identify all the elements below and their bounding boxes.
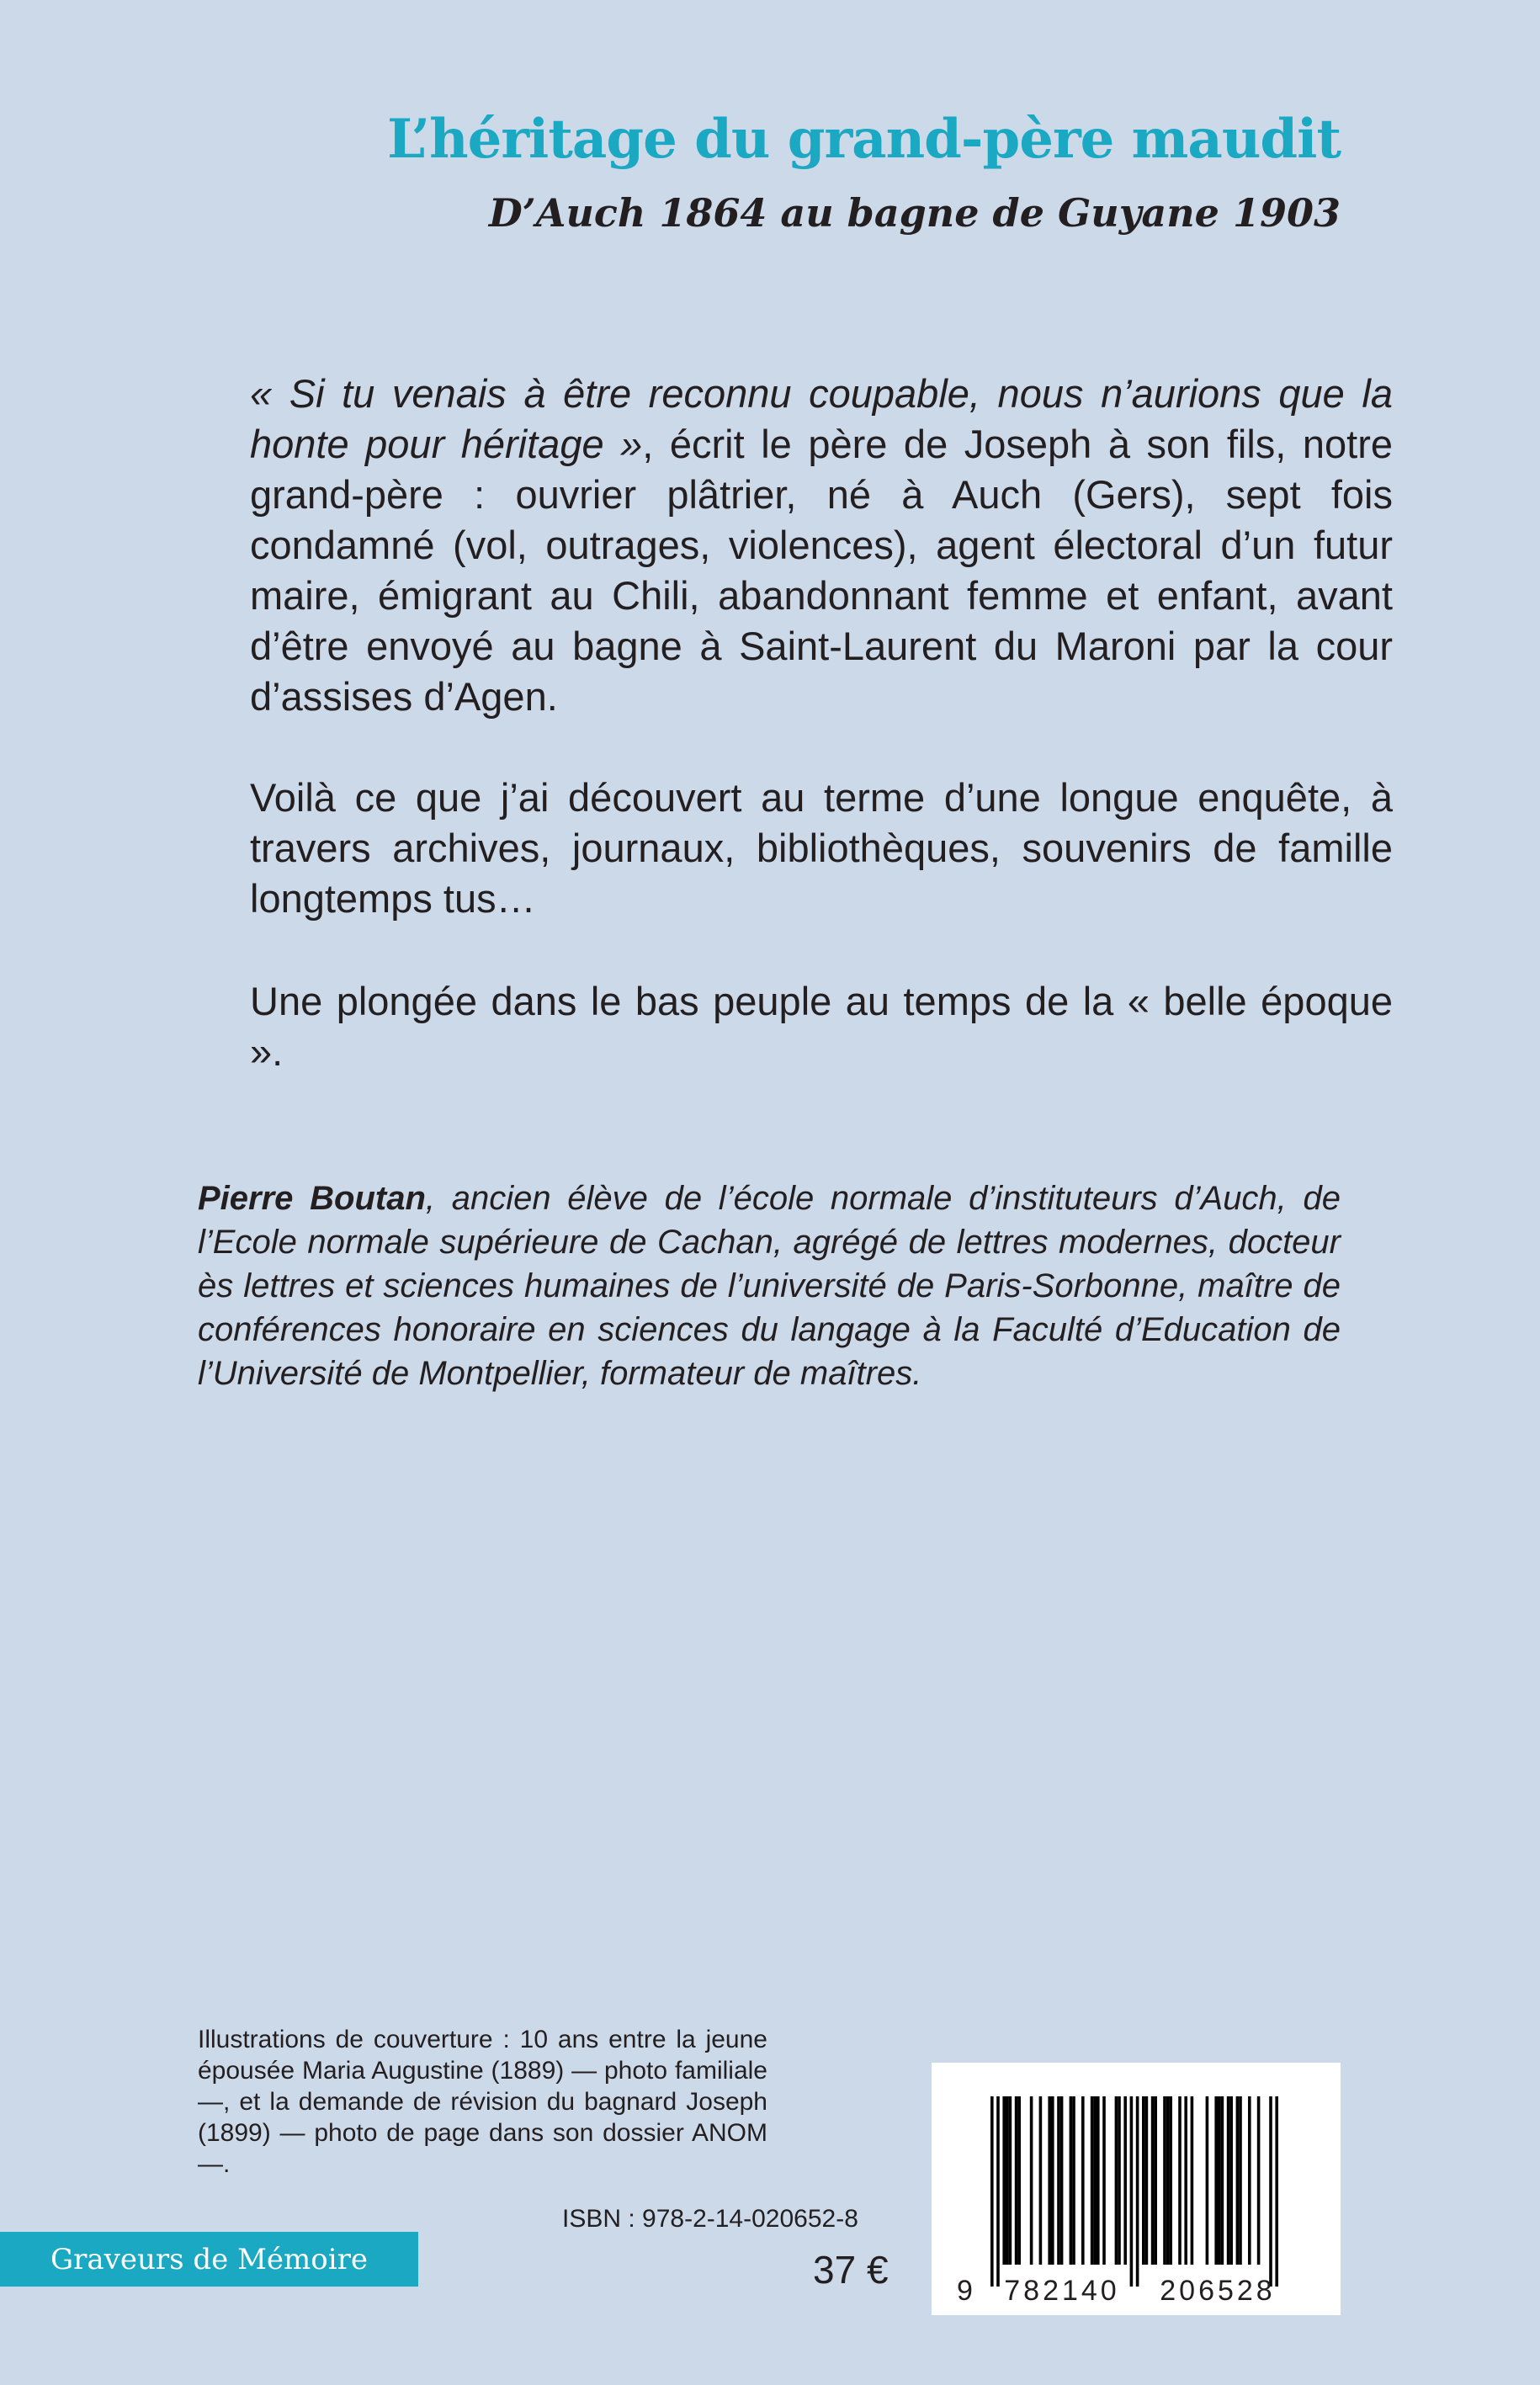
barcode-bar [1123, 2096, 1127, 2265]
barcode-bar [1145, 2096, 1149, 2265]
barcode-digits-left: 782140 [1004, 2275, 1120, 2307]
barcode-bar [1214, 2096, 1218, 2265]
barcode-bar [1115, 2096, 1118, 2265]
isbn: ISBN : 978-2-14-020652-8 [562, 2205, 858, 2233]
barcode-bar [1239, 2096, 1242, 2265]
barcode-bar [1091, 2096, 1094, 2265]
barcode-bar [1275, 2096, 1278, 2287]
barcode-bar [1081, 2096, 1085, 2265]
barcode-bar [1072, 2096, 1075, 2265]
barcode-bar [1002, 2096, 1006, 2265]
barcode-bar [1051, 2096, 1054, 2265]
barcode-bar [1070, 2096, 1073, 2265]
barcode-bar [1057, 2096, 1060, 2265]
barcode-bar [1118, 2096, 1121, 2265]
barcode-bar [1097, 2096, 1100, 2265]
paragraph-1-quote: « Si tu venais à être reconnu coupable, nous n’aurions que la honte pour héritage » [250, 371, 1393, 466]
barcode-bar [1006, 2096, 1009, 2265]
author-bio [198, 1177, 1341, 1395]
barcode-bar [1227, 2096, 1230, 2265]
barcode-bar [990, 2096, 994, 2287]
barcode-bar [1009, 2096, 1012, 2265]
barcode-bar [1229, 2096, 1233, 2265]
paragraph-3: Une plongée dans le bas peuple au temps de la « belle époque ». [250, 979, 1393, 1074]
barcode-bar [1166, 2096, 1170, 2265]
book-title: L’héritage du grand-père maudit [387, 108, 1341, 171]
barcode-bars-group [990, 2096, 1278, 2287]
barcode-bar [1163, 2096, 1166, 2265]
barcode-bar [1017, 2096, 1021, 2265]
barcode-bar [1030, 2096, 1033, 2265]
barcode-bar [1169, 2096, 1172, 2265]
barcode-bar [1206, 2096, 1209, 2265]
barcode-bar [1093, 2096, 1097, 2265]
barcode-bar [1060, 2096, 1064, 2265]
paragraph-1-rest: , écrit le père de Joseph à son fils, notre grand-père : ouvrier plâtrier, né à Auch (Gers), sept fois condamné (vol, outrages, violences), agent électoral d’un futur maire, émigrant au Chili, abandonnant femme et enfant, avant d’être envoyé au bagne à Saint-Laurent du Maroni par la cour d’assises d’Agen. [250, 422, 1393, 719]
barcode-bar [1154, 2096, 1157, 2265]
barcode-bar [1221, 2096, 1224, 2265]
barcode-bar [1184, 2096, 1187, 2265]
barcode-bars [932, 2063, 1341, 2315]
barcode-digits-right: 206528 [1160, 2275, 1276, 2307]
barcode-bar [1178, 2096, 1182, 2265]
barcode-bar [1269, 2096, 1272, 2287]
barcode-bar [1191, 2096, 1194, 2265]
publisher-name: Graveurs de Mémoire [50, 2242, 368, 2276]
barcode-bar [1136, 2096, 1139, 2287]
barcode-bar [1142, 2096, 1145, 2265]
barcode-bar [1102, 2096, 1106, 2265]
barcode [932, 2063, 1341, 2315]
barcode-bar [996, 2096, 1000, 2287]
author-name: Pierre Boutan [198, 1180, 426, 1217]
barcode-bar [1236, 2096, 1240, 2265]
price: 37 € [813, 2248, 889, 2292]
barcode-bar [1248, 2096, 1251, 2265]
author-bio-text: , ancien élève de l’école normale d’instituteurs d’Auch, de l’Ecole normale supérieure de Cachan, agrégé de lettres modernes, docteur ès lettres et sciences humaines de l’université de Paris-Sorbonne, maître de conférences honoraire en sciences du langage à la Faculté d’Education de l’Université de Montpellier, formateur de maîtres. [198, 1180, 1341, 1392]
paragraph-1 [198, 369, 1393, 722]
illustrations-credit: Illustrations de couverture : 10 ans entre la jeune épousée Maria Augustine (1889) — photo familiale —, et la demande de révision du bagnard Joseph (1899) — photo de page dans son dossier ANOM —. [198, 2026, 767, 2178]
barcode-bar [1151, 2096, 1155, 2265]
barcode-bar [1015, 2096, 1018, 2265]
barcode-bar [1257, 2096, 1261, 2265]
barcode-bar [1048, 2096, 1051, 2265]
barcode-digit-first: 9 [957, 2275, 973, 2307]
barcode-bar [1039, 2096, 1043, 2265]
book-subtitle: D’Auch 1864 au bagne de Guyane 1903 [488, 190, 1341, 236]
barcode-bar [1218, 2096, 1221, 2265]
barcode-bar [1130, 2096, 1134, 2287]
paragraph-2: Voilà ce que j’ai découvert au terme d’une longue enquête, à travers archives, journaux, bibliothèques, souvenirs de famille longtemps tus… [250, 775, 1393, 921]
publisher-banner [0, 2232, 418, 2287]
